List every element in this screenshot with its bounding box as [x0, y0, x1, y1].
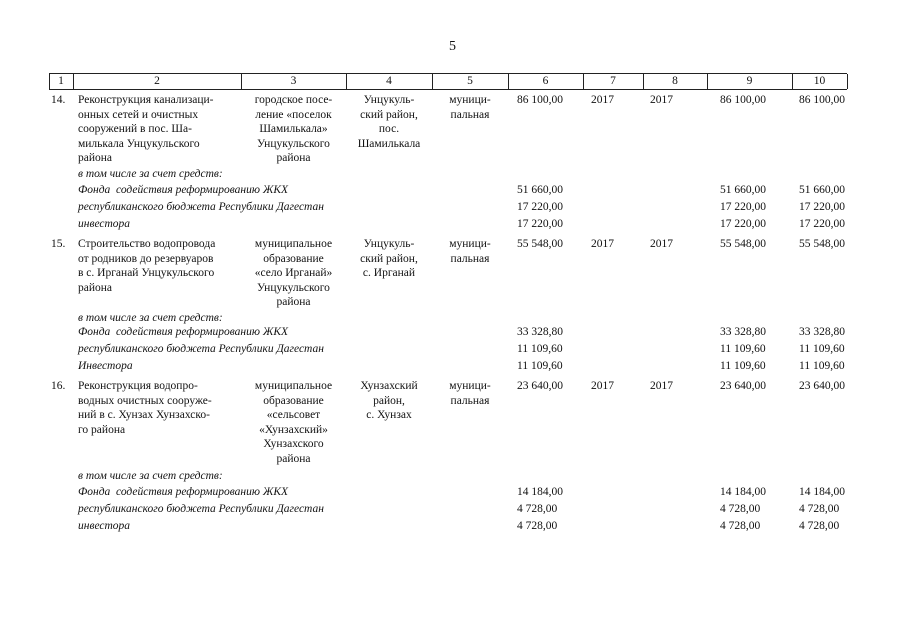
funding-source-col10: 51 660,00 [799, 184, 845, 196]
owner-line: «Хунзахский» [259, 423, 328, 436]
funding-source-col9: 4 728,00 [720, 503, 761, 515]
row-number: 14. [51, 94, 66, 106]
funding-source-col10: 11 109,60 [799, 360, 845, 372]
row-number: 16. [51, 380, 66, 392]
funding-source-name: Фонда содействия реформированию ЖКХ [78, 326, 289, 338]
owner-line: «село Ирганай» [254, 267, 333, 280]
sources-label: в том числе за счет средств: [78, 470, 223, 482]
owner-line: района [276, 453, 311, 465]
funding-source-col9: 33 328,80 [720, 326, 766, 338]
funding-source-name: Инвестора [78, 360, 133, 372]
funding-source-col6: 4 728,00 [517, 520, 558, 532]
header-cell-8: 8 [672, 75, 678, 87]
owner-line: ление «поселок [255, 108, 332, 121]
funding-source-col10: 4 728,00 [799, 520, 840, 532]
funding-source-col9: 51 660,00 [720, 184, 766, 196]
owner-line: Унцукульского [257, 281, 330, 294]
funding-source-col10: 17 220,00 [799, 201, 845, 213]
page-number: 5 [449, 39, 456, 54]
object-name-line: сооружений в пос. Ша- [78, 123, 192, 136]
object-name-line: района [78, 281, 113, 294]
funding-source-name: республиканского бюджета Республики Дагестан [78, 503, 324, 515]
location-line: ский район, [360, 252, 418, 265]
header-bottom-rule [49, 89, 847, 90]
funding-source-col10: 33 328,80 [799, 326, 845, 338]
sources-label: в том числе за счет средств: [78, 168, 223, 180]
header-cell-7: 7 [610, 75, 616, 87]
funding-source-col6: 11 109,60 [517, 343, 563, 355]
owner-line: Унцукульского [257, 137, 330, 150]
funding-source-col10: 17 220,00 [799, 218, 845, 230]
object-name-line: в с. Ирганай Унцукульского [78, 267, 215, 280]
object-name-line: района [78, 152, 113, 165]
location-line: Унцукуль- [363, 238, 415, 250]
funding-source-col9: 11 109,60 [720, 360, 766, 372]
funding-source-col6: 33 328,80 [517, 326, 563, 338]
object-name-line: ний в с. Хунзах Хунзахско- [78, 409, 210, 422]
end-year: 2017 [650, 238, 673, 250]
funding-source-name: республиканского бюджета Республики Дагестан [78, 343, 324, 355]
owner-line: Хунзахского [263, 438, 324, 451]
location-line: Хунзахский [360, 380, 418, 392]
owner-line: муниципальное [254, 380, 333, 392]
total-cost: 86 100,00 [517, 94, 563, 106]
funding-source-col10: 11 109,60 [799, 343, 845, 355]
owner-line: образование [263, 394, 324, 407]
funding-source-col9: 4 728,00 [720, 520, 761, 532]
location-line: ский район, [360, 108, 418, 121]
ownership-type-line: муници- [449, 238, 491, 250]
row-number: 15. [51, 238, 66, 250]
start-year: 2017 [591, 380, 614, 392]
owner-line: городское посе- [254, 94, 333, 106]
funding-source-col6: 4 728,00 [517, 503, 558, 515]
end-year: 2017 [650, 94, 673, 106]
header-column-divider [847, 74, 848, 89]
header-cell-1: 1 [58, 75, 64, 87]
total-cost: 55 548,00 [517, 238, 563, 250]
col9-value: 23 640,00 [720, 380, 766, 392]
object-name-line: водных очистных сооруже- [78, 394, 212, 407]
ownership-type-line: пальная [450, 252, 490, 265]
owner-line: района [276, 152, 311, 165]
object-name-line: милькала Унцукульского [78, 137, 200, 150]
ownership-type-line: муници- [449, 380, 491, 392]
funding-source-col10: 4 728,00 [799, 503, 840, 515]
header-cell-2: 2 [154, 75, 160, 87]
location-line: с. Ирганай [362, 267, 416, 280]
funding-source-name: республиканского бюджета Республики Дагестан [78, 201, 324, 213]
funding-source-name: Фонда содействия реформированию ЖКХ [78, 486, 289, 498]
ownership-type-line: пальная [450, 108, 490, 121]
header-cell-10: 10 [813, 75, 826, 87]
funding-source-col9: 11 109,60 [720, 343, 766, 355]
funding-source-col10: 14 184,00 [799, 486, 845, 498]
end-year: 2017 [650, 380, 673, 392]
location-line: Шамилькала [357, 137, 421, 150]
ownership-type-line: муници- [449, 94, 491, 106]
ownership-type-line: пальная [450, 394, 490, 407]
header-cell-9: 9 [746, 75, 753, 87]
funding-source-col6: 17 220,00 [517, 218, 563, 230]
col10-value: 86 100,00 [799, 94, 845, 106]
funding-source-col6: 51 660,00 [517, 184, 563, 196]
start-year: 2017 [591, 238, 614, 250]
funding-source-col9: 14 184,00 [720, 486, 766, 498]
object-name-line: онных сетей и очистных [78, 108, 199, 121]
funding-source-col9: 17 220,00 [720, 201, 766, 213]
funding-source-name: инвестора [78, 520, 131, 532]
owner-line: образование [263, 252, 324, 265]
header-cell-5: 5 [467, 75, 473, 87]
col9-value: 86 100,00 [720, 94, 766, 106]
header-cell-3: 3 [290, 75, 297, 87]
owner-line: «сельсовет [266, 409, 321, 422]
funding-source-col9: 17 220,00 [720, 218, 766, 230]
col10-value: 23 640,00 [799, 380, 845, 392]
location-line: пос. [378, 123, 400, 136]
funding-source-col6: 14 184,00 [517, 486, 563, 498]
funding-source-col6: 17 220,00 [517, 201, 563, 213]
owner-line: Шамилькала» [259, 123, 328, 136]
header-cell-4: 4 [386, 75, 392, 87]
location-line: с. Хунзах [366, 409, 412, 422]
object-name-line: Строительство водопровода [78, 238, 216, 250]
location-line: Унцукуль- [363, 94, 415, 106]
object-name-line: го района [78, 423, 126, 436]
owner-line: муниципальное [254, 238, 333, 250]
start-year: 2017 [591, 94, 614, 106]
object-name-line: Реконструкция канализаци- [78, 94, 214, 106]
funding-source-col6: 11 109,60 [517, 360, 563, 372]
total-cost: 23 640,00 [517, 380, 563, 392]
object-name-line: от родников до резервуаров [78, 252, 214, 265]
header-cell-6: 6 [542, 75, 549, 87]
funding-source-name: Фонда содействия реформированию ЖКХ [78, 184, 289, 196]
sources-label: в том числе за счет средств: [78, 312, 223, 324]
funding-source-name: инвестора [78, 218, 131, 230]
location-line: район, [373, 394, 405, 407]
col10-value: 55 548,00 [799, 238, 845, 250]
object-name-line: Реконструкция водопро- [78, 380, 198, 392]
col9-value: 55 548,00 [720, 238, 766, 250]
owner-line: района [276, 296, 311, 309]
